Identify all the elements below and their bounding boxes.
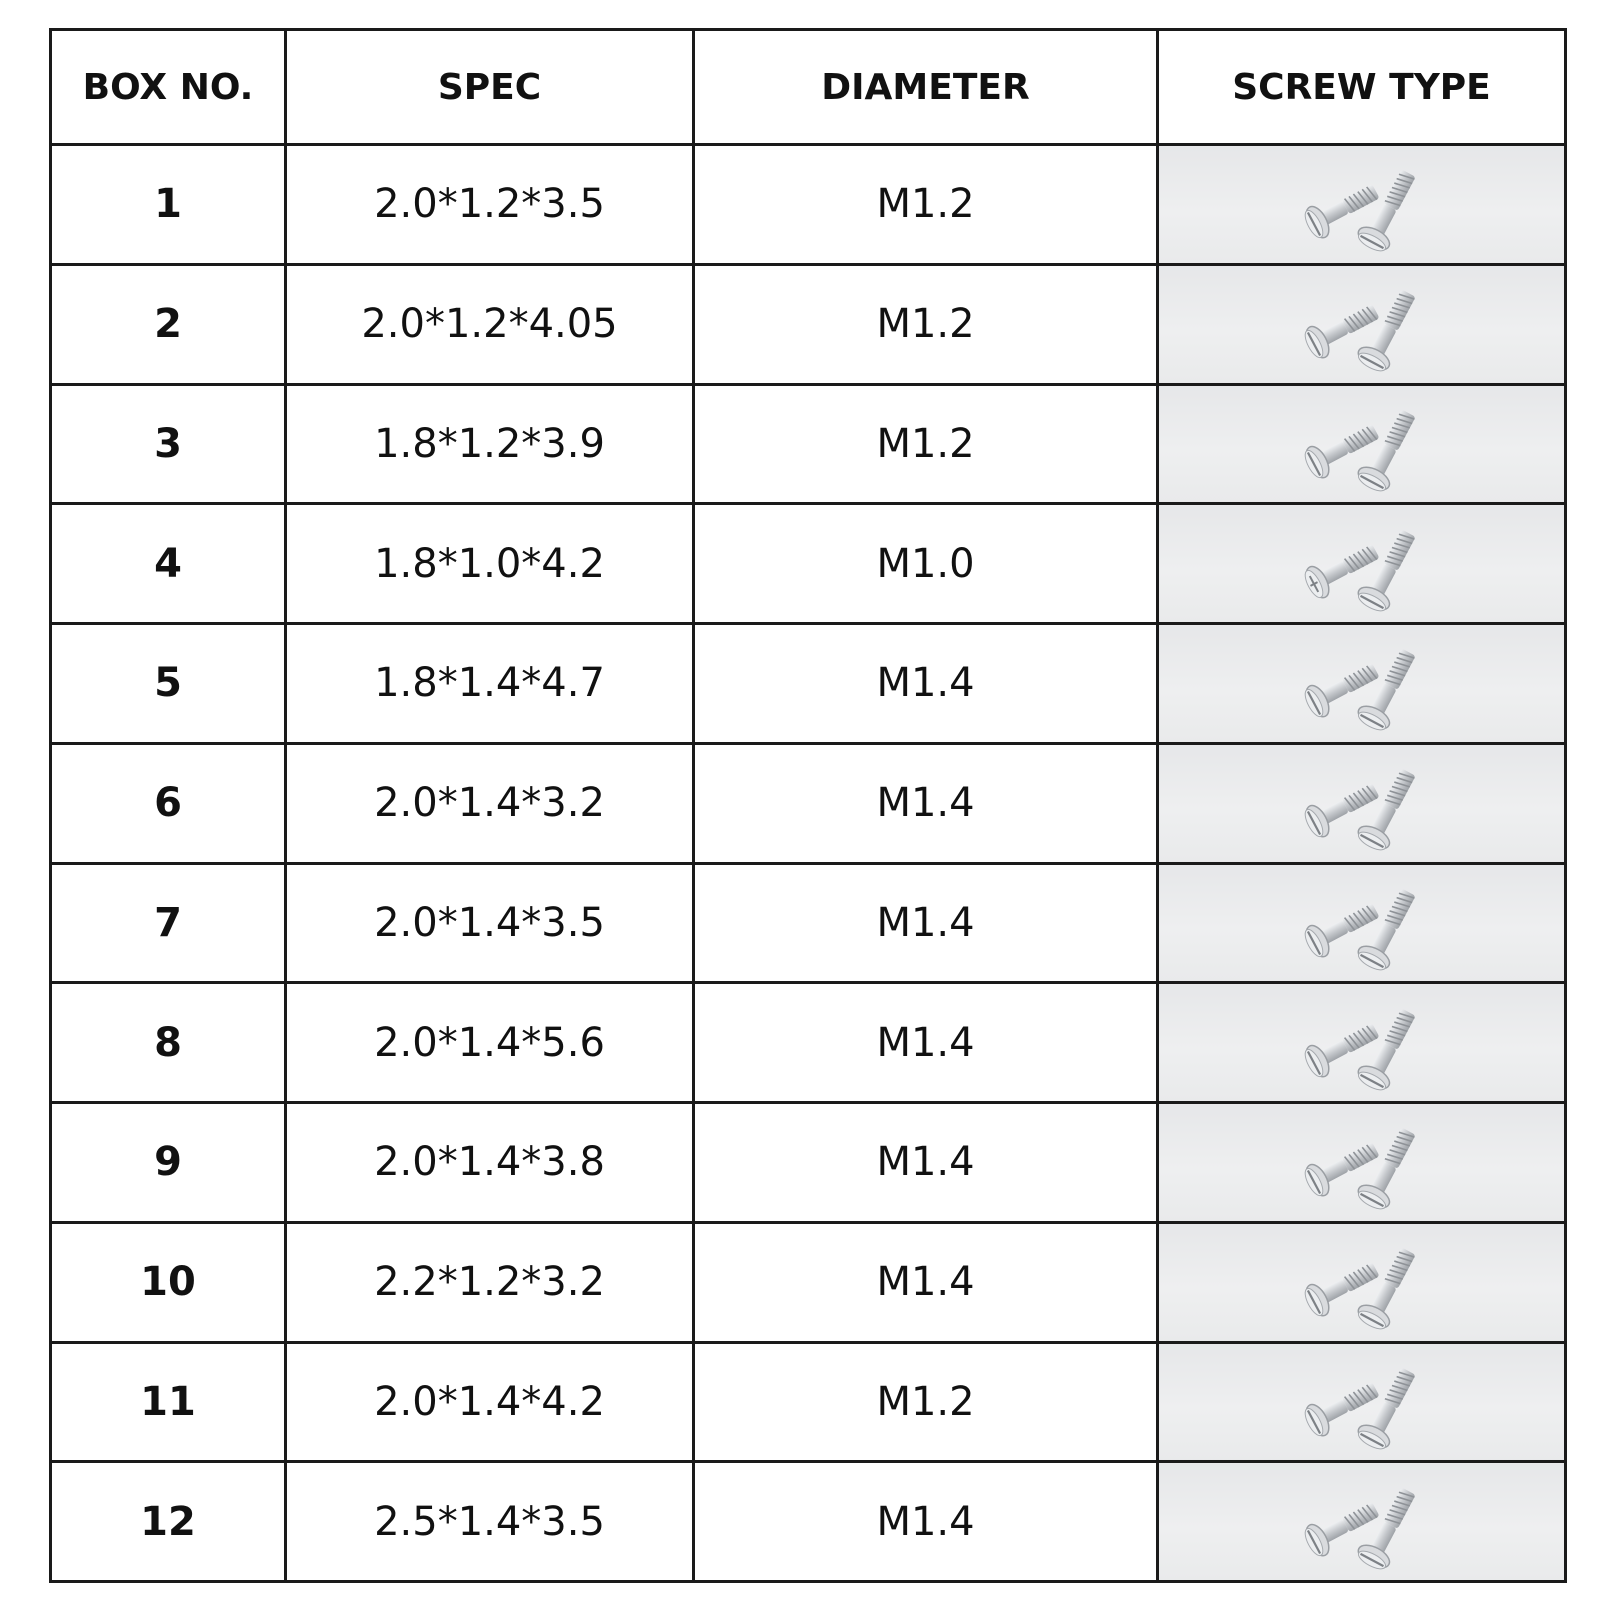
slotted-screw-pair-icon	[1252, 633, 1472, 733]
table-row	[51, 145, 1566, 265]
table-row	[51, 1342, 1566, 1462]
spec-cell: 1.8*1.2*3.9	[286, 384, 694, 504]
diameter-cell: M1.4	[694, 743, 1158, 863]
diameter-cell: M1.0	[694, 504, 1158, 624]
slotted-screw-pair-icon	[1252, 753, 1472, 853]
diameter-cell: M1.2	[694, 1342, 1158, 1462]
spec-cell: 1.8*1.0*4.2	[286, 504, 694, 624]
box-number-cell: 5	[51, 624, 286, 744]
box-number-cell: 6	[51, 743, 286, 863]
diameter-cell: M1.4	[694, 1103, 1158, 1223]
box-number-cell: 12	[51, 1462, 286, 1582]
header-diameter: DIAMETER	[694, 30, 1158, 145]
header-spec: SPEC	[286, 30, 694, 145]
box-number-cell: 10	[51, 1222, 286, 1342]
diameter-cell: M1.2	[694, 384, 1158, 504]
diameter-cell: M1.4	[694, 983, 1158, 1103]
spec-cell: 2.0*1.4*3.2	[286, 743, 694, 863]
diameter-cell: M1.4	[694, 863, 1158, 983]
spec-cell: 2.5*1.4*3.5	[286, 1462, 694, 1582]
header-box-no: BOX NO.	[51, 30, 286, 145]
diameter-cell: M1.2	[694, 145, 1158, 265]
screw-spec-table	[49, 28, 1567, 1583]
table-row	[51, 624, 1566, 744]
table-row	[51, 1103, 1566, 1223]
screw-type-cell	[1158, 1103, 1566, 1223]
screw-type-cell	[1158, 384, 1566, 504]
cross-head-screw-pair-icon	[1252, 514, 1472, 614]
table-body	[51, 145, 1566, 1582]
box-number-cell: 4	[51, 504, 286, 624]
screw-type-cell	[1158, 624, 1566, 744]
diameter-cell: M1.4	[694, 1462, 1158, 1582]
screw-type-cell	[1158, 743, 1566, 863]
spec-cell: 1.8*1.4*4.7	[286, 624, 694, 744]
slotted-screw-pair-icon	[1252, 873, 1472, 973]
screw-type-cell	[1158, 504, 1566, 624]
screw-type-cell	[1158, 1462, 1566, 1582]
box-number-cell: 1	[51, 145, 286, 265]
table-row	[51, 743, 1566, 863]
header-row	[51, 30, 1566, 145]
screw-type-cell	[1158, 264, 1566, 384]
screw-type-cell	[1158, 1222, 1566, 1342]
slotted-screw-pair-icon	[1252, 1112, 1472, 1212]
box-number-cell: 9	[51, 1103, 286, 1223]
screw-type-cell	[1158, 1342, 1566, 1462]
slotted-screw-pair-icon	[1252, 993, 1472, 1093]
spec-cell: 2.0*1.2*3.5	[286, 145, 694, 265]
table-row	[51, 1462, 1566, 1582]
spec-cell: 2.2*1.2*3.2	[286, 1222, 694, 1342]
box-number-cell: 8	[51, 983, 286, 1103]
screw-type-cell	[1158, 145, 1566, 265]
box-number-cell: 11	[51, 1342, 286, 1462]
table-row	[51, 983, 1566, 1103]
box-number-cell: 3	[51, 384, 286, 504]
screw-type-cell	[1158, 983, 1566, 1103]
table-row	[51, 1222, 1566, 1342]
header-screw-type: SCREW TYPE	[1158, 30, 1566, 145]
slotted-screw-pair-icon	[1252, 1472, 1472, 1572]
table-row	[51, 384, 1566, 504]
box-number-cell: 2	[51, 264, 286, 384]
diameter-cell: M1.4	[694, 1222, 1158, 1342]
diameter-cell: M1.4	[694, 624, 1158, 744]
table-row	[51, 863, 1566, 983]
spec-cell: 2.0*1.4*5.6	[286, 983, 694, 1103]
slotted-screw-pair-icon	[1252, 154, 1472, 254]
table-row	[51, 504, 1566, 624]
box-number-cell: 7	[51, 863, 286, 983]
spec-cell: 2.0*1.2*4.05	[286, 264, 694, 384]
slotted-screw-pair-icon	[1252, 274, 1472, 374]
spec-cell: 2.0*1.4*3.8	[286, 1103, 694, 1223]
spec-cell: 2.0*1.4*4.2	[286, 1342, 694, 1462]
spec-cell: 2.0*1.4*3.5	[286, 863, 694, 983]
screw-type-cell	[1158, 863, 1566, 983]
table-row	[51, 264, 1566, 384]
slotted-screw-pair-icon	[1252, 394, 1472, 494]
slotted-screw-pair-icon	[1252, 1352, 1472, 1452]
diameter-cell: M1.2	[694, 264, 1158, 384]
slotted-screw-pair-icon	[1252, 1232, 1472, 1332]
